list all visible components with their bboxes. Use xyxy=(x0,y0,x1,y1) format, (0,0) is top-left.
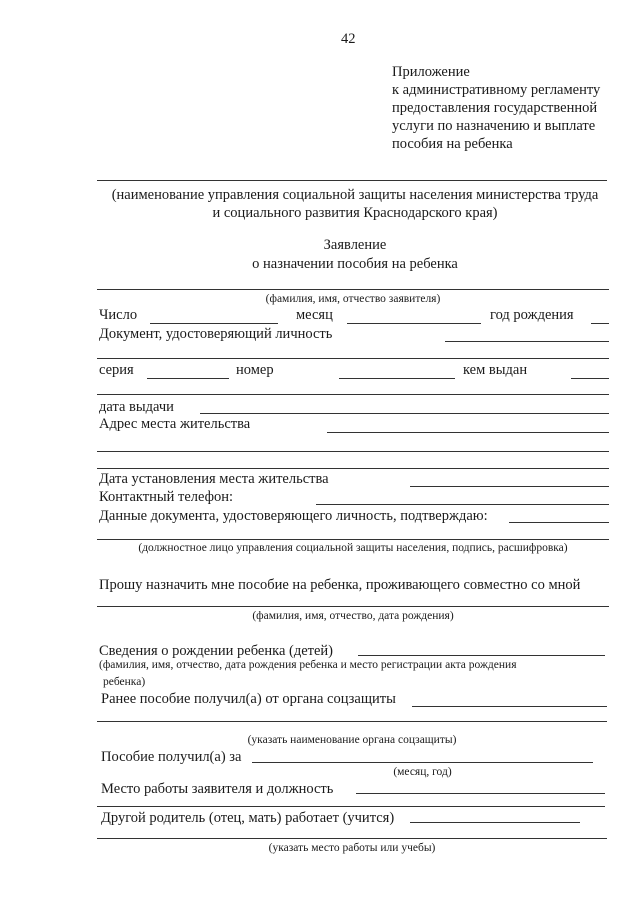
received-for-field[interactable] xyxy=(252,762,593,763)
residence-date-field[interactable] xyxy=(410,486,609,487)
workplace-label: Место работы заявителя и должность xyxy=(101,781,334,797)
birth-info-field[interactable] xyxy=(358,655,605,656)
issue-date-label: дата выдачи xyxy=(99,399,174,415)
received-for-label: Пособие получил(а) за xyxy=(101,749,242,765)
other-parent-field[interactable] xyxy=(410,822,580,823)
other-parent-label: Другой родитель (отец, мать) работает (учится) xyxy=(101,810,395,826)
birth-year-label: год рождения xyxy=(490,307,574,323)
workplace-field-2[interactable] xyxy=(97,806,605,807)
address-field-3[interactable] xyxy=(97,468,609,469)
residence-date-label: Дата установления места жительства xyxy=(99,471,329,487)
agency-line[interactable] xyxy=(97,721,607,722)
other-parent-field-2[interactable] xyxy=(97,838,607,839)
appendix-line-3: предоставления государственной xyxy=(392,100,598,116)
request-text: Прошу назначить мне пособие на ребенка, проживающего совместно со мной xyxy=(99,577,581,593)
official-signature-line[interactable] xyxy=(97,539,609,540)
document-title: Заявление xyxy=(323,237,387,253)
address-field[interactable] xyxy=(327,432,609,433)
address-label: Адрес места жительства xyxy=(99,416,251,432)
month-label: месяц xyxy=(296,307,333,323)
official-caption: (должностное лицо управления социальной защиты населения, подпись, расшифровка) xyxy=(138,542,568,554)
authority-caption-2: и социального развития Краснодарского края) xyxy=(212,205,498,221)
previous-benefit-field[interactable] xyxy=(412,706,607,707)
series-field[interactable] xyxy=(147,378,229,379)
issued-by-label: кем выдан xyxy=(463,362,528,378)
applicant-name-line[interactable] xyxy=(97,289,609,290)
appendix-line-4: услуги по назначению и выплате xyxy=(392,118,596,134)
identity-document-field-2[interactable] xyxy=(97,358,609,359)
appendix-line-5: пособия на ребенка xyxy=(392,136,513,152)
day-label: Число xyxy=(99,307,138,323)
agency-caption: (указать наименование органа соцзащиты) xyxy=(247,734,457,746)
number-field[interactable] xyxy=(339,378,455,379)
appendix-line-1: Приложение xyxy=(392,64,470,80)
child-caption: (фамилия, имя, отчество, дата рождения) xyxy=(252,610,454,622)
authority-caption-1: (наименование управления социальной защиты населения министерства труда xyxy=(111,187,599,203)
period-caption: (месяц, год) xyxy=(393,766,452,778)
phone-field[interactable] xyxy=(316,504,609,505)
month-field[interactable] xyxy=(347,323,481,324)
confirm-label: Данные документа, удостоверяющего личность, подтверждаю: xyxy=(99,508,488,524)
series-label: серия xyxy=(99,362,134,378)
workplace-field[interactable] xyxy=(356,793,605,794)
previous-benefit-label: Ранее пособие получил(а) от органа соцзащиты xyxy=(101,691,396,707)
birth-year-field[interactable] xyxy=(591,323,609,324)
confirm-field[interactable] xyxy=(509,522,609,523)
birth-info-caption-2: ребенка) xyxy=(103,676,146,688)
issue-date-field[interactable] xyxy=(200,413,609,414)
appendix-line-2: к административному регламенту xyxy=(392,82,601,98)
authority-line[interactable] xyxy=(97,180,607,181)
document-subtitle: о назначении пособия на ребенка xyxy=(252,256,458,272)
workplace-caption: (указать место работы или учебы) xyxy=(268,842,436,854)
day-field[interactable] xyxy=(150,323,278,324)
child-line[interactable] xyxy=(97,606,609,607)
page-number: 42 xyxy=(341,31,356,47)
birth-info-label: Сведения о рождении ребенка (детей) xyxy=(99,643,334,659)
issued-by-field[interactable] xyxy=(571,378,609,379)
address-field-2[interactable] xyxy=(97,451,609,452)
applicant-name-caption: (фамилия, имя, отчество заявителя) xyxy=(265,293,441,305)
number-label: номер xyxy=(236,362,274,378)
issued-by-field-2[interactable] xyxy=(97,394,609,395)
identity-document-label: Документ, удостоверяющий личность xyxy=(99,326,333,342)
identity-document-field[interactable] xyxy=(445,341,609,342)
birth-info-caption-1: (фамилия, имя, отчество, дата рождения ребенка и место регистрации акта рождения xyxy=(99,659,517,671)
phone-label: Контактный телефон: xyxy=(99,489,234,505)
